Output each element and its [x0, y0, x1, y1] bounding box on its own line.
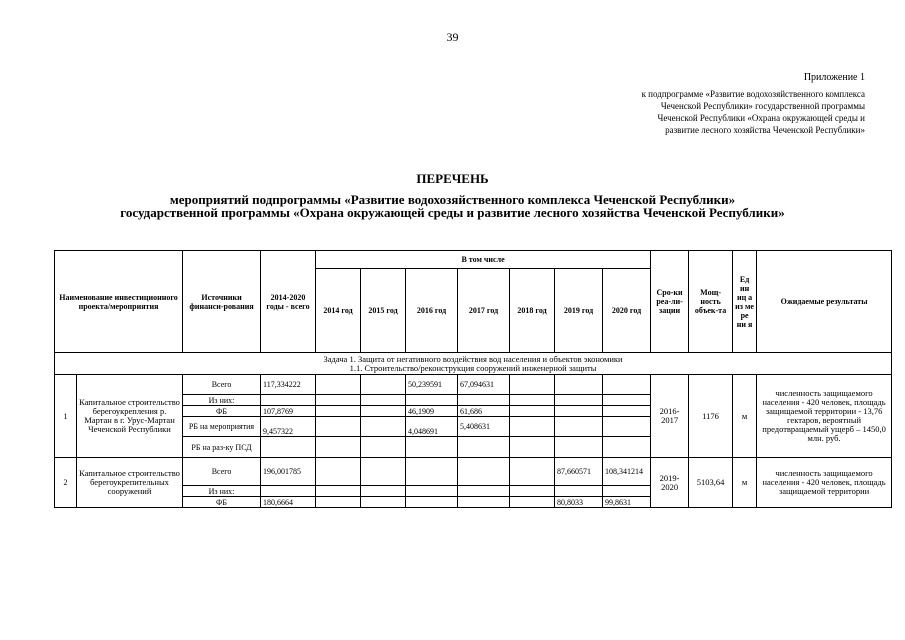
project-capacity: 1176	[689, 375, 733, 458]
project-terms: 2016-2017	[651, 375, 689, 458]
value-cell	[555, 406, 603, 417]
header-2020: 2020 год	[603, 269, 651, 353]
source-cell: ФБ	[183, 497, 261, 508]
value-cell	[603, 375, 651, 395]
header-unit: Ед ин иц а из ме ре ни я	[733, 251, 757, 353]
header-2017: 2017 год	[458, 269, 510, 353]
value-cell	[510, 497, 555, 508]
appendix-text	[565, 88, 865, 136]
value-cell	[406, 437, 458, 458]
project-unit: м	[733, 458, 757, 508]
header-total: 2014-2020 годы - всего	[261, 251, 316, 353]
appendix-line-1: к подпрограмме «Развитие водохозяйственного комплекса	[641, 89, 865, 99]
task-heading	[55, 353, 892, 375]
total-cell	[261, 437, 316, 458]
source-cell: Из них:	[183, 486, 261, 497]
value-cell	[406, 395, 458, 406]
total-cell: 196,001785	[261, 458, 316, 486]
value-cell	[510, 406, 555, 417]
value-cell	[316, 375, 361, 395]
source-cell: Из них:	[183, 395, 261, 406]
value-cell	[361, 486, 406, 497]
project-number: 1	[55, 375, 77, 458]
subtitle-line-1: мероприятий подпрограммы «Развитие водохозяйственного комплекса Чеченской Республики»	[169, 192, 736, 207]
source-cell: Всего	[183, 458, 261, 486]
value-cell: 5,408631	[458, 417, 510, 437]
project-capacity: 5103,64	[689, 458, 733, 508]
value-cell	[555, 395, 603, 406]
value-cell	[316, 486, 361, 497]
measures-table	[54, 250, 892, 508]
value-cell	[361, 458, 406, 486]
value-cell	[406, 486, 458, 497]
total-cell: 180,6664	[261, 497, 316, 508]
value-cell	[458, 395, 510, 406]
task-title: Задача 1. Защита от негативного воздействия вод населения и объектов экономики	[323, 353, 623, 364]
value-cell	[406, 497, 458, 508]
page-number: 39	[446, 30, 459, 44]
value-cell: 67,094631	[458, 375, 510, 395]
source-cell: РБ на раз-ку ПСД	[183, 437, 261, 458]
value-cell: 80,8033	[555, 497, 603, 508]
header-capacity: Мощ-ность объек-та	[689, 251, 733, 353]
value-cell	[555, 437, 603, 458]
value-cell	[316, 497, 361, 508]
source-cell: ФБ	[183, 406, 261, 417]
subtitle-line-2: государственной программы «Охрана окружающей среды и развитие лесного хозяйства Чеченской Республики»	[120, 205, 785, 220]
value-cell: 46,1909	[406, 406, 458, 417]
value-cell	[603, 486, 651, 497]
header-2014: 2014 год	[316, 269, 361, 353]
source-cell: Всего	[183, 375, 261, 395]
value-cell	[458, 486, 510, 497]
total-cell: 117,334222	[261, 375, 316, 395]
table-row	[55, 458, 892, 486]
subtask-title: 1.1. Строительство/реконструкция сооружений инженерной защиты	[349, 362, 597, 373]
header-2018: 2018 год	[510, 269, 555, 353]
value-cell	[603, 417, 651, 437]
value-cell	[458, 497, 510, 508]
total-cell: 107,8769	[261, 406, 316, 417]
value-cell	[406, 458, 458, 486]
value-cell	[603, 406, 651, 417]
value-cell	[361, 497, 406, 508]
table-row	[55, 375, 892, 395]
value-cell	[555, 486, 603, 497]
value-cell: 61,686	[458, 406, 510, 417]
header-2016: 2016 год	[406, 269, 458, 353]
document-title: ПЕРЕЧЕНЬ	[416, 171, 489, 186]
header-name: Наименование инвестиционного проекта/мероприятия	[55, 251, 183, 353]
total-cell	[261, 486, 316, 497]
value-cell	[316, 417, 361, 437]
value-cell	[316, 437, 361, 458]
total-cell	[261, 395, 316, 406]
value-cell	[510, 458, 555, 486]
value-cell	[316, 395, 361, 406]
value-cell	[361, 417, 406, 437]
project-name: Капитальное строительство берегоукрепительных сооружений	[77, 458, 183, 508]
value-cell	[510, 395, 555, 406]
value-cell	[361, 375, 406, 395]
value-cell	[316, 406, 361, 417]
value-cell	[510, 417, 555, 437]
value-cell: 4,048691	[406, 417, 458, 437]
value-cell	[603, 395, 651, 406]
appendix-line-4: развитие лесного хозяйства Чеченской Республики»	[665, 125, 865, 135]
value-cell	[361, 395, 406, 406]
value-cell: 108,341214	[603, 458, 651, 486]
value-cell	[510, 375, 555, 395]
source-cell: РБ на мероприятия	[183, 417, 261, 437]
appendix-line-2: Чеченской Республики» государственной программы	[660, 101, 865, 111]
project-results: численность защищаемого населения - 420 человек, площадь защищаемой территории	[757, 458, 892, 508]
header-2019: 2019 год	[555, 269, 603, 353]
total-cell: 9,457322	[261, 417, 316, 437]
value-cell	[458, 437, 510, 458]
value-cell	[555, 417, 603, 437]
value-cell	[316, 458, 361, 486]
project-number: 2	[55, 458, 77, 508]
header-results: Ожидаемые результаты	[757, 251, 892, 353]
document-subtitle	[60, 193, 845, 219]
value-cell: 50,239591	[406, 375, 458, 395]
value-cell	[603, 437, 651, 458]
project-name: Капитальное строительство берегоукрепления р. Мартан в г. Урус-Мартан Чеченской Республики	[77, 375, 183, 458]
project-results: численность защищаемого населения - 420 человек, площадь защищаемой территории - 13,76 гектаров, вероятный предотвращаемый ущерб – 1450,0 млн. руб.	[757, 375, 892, 458]
appendix-line-3: Чеченской Республики «Охрана окружающей среды и	[657, 113, 865, 123]
value-cell	[510, 437, 555, 458]
value-cell	[361, 437, 406, 458]
value-cell: 99,8631	[603, 497, 651, 508]
value-cell	[555, 375, 603, 395]
value-cell	[361, 406, 406, 417]
header-2015: 2015 год	[361, 269, 406, 353]
project-terms: 2019-2020	[651, 458, 689, 508]
value-cell	[510, 486, 555, 497]
value-cell: 87,660571	[555, 458, 603, 486]
value-cell	[458, 458, 510, 486]
header-source: Источники финанси-рования	[183, 251, 261, 353]
appendix-label: Приложение 1	[803, 72, 865, 83]
header-including: В том числе	[316, 251, 651, 269]
header-terms: Сро-ки реа-ли-зации	[651, 251, 689, 353]
project-unit: м	[733, 375, 757, 458]
